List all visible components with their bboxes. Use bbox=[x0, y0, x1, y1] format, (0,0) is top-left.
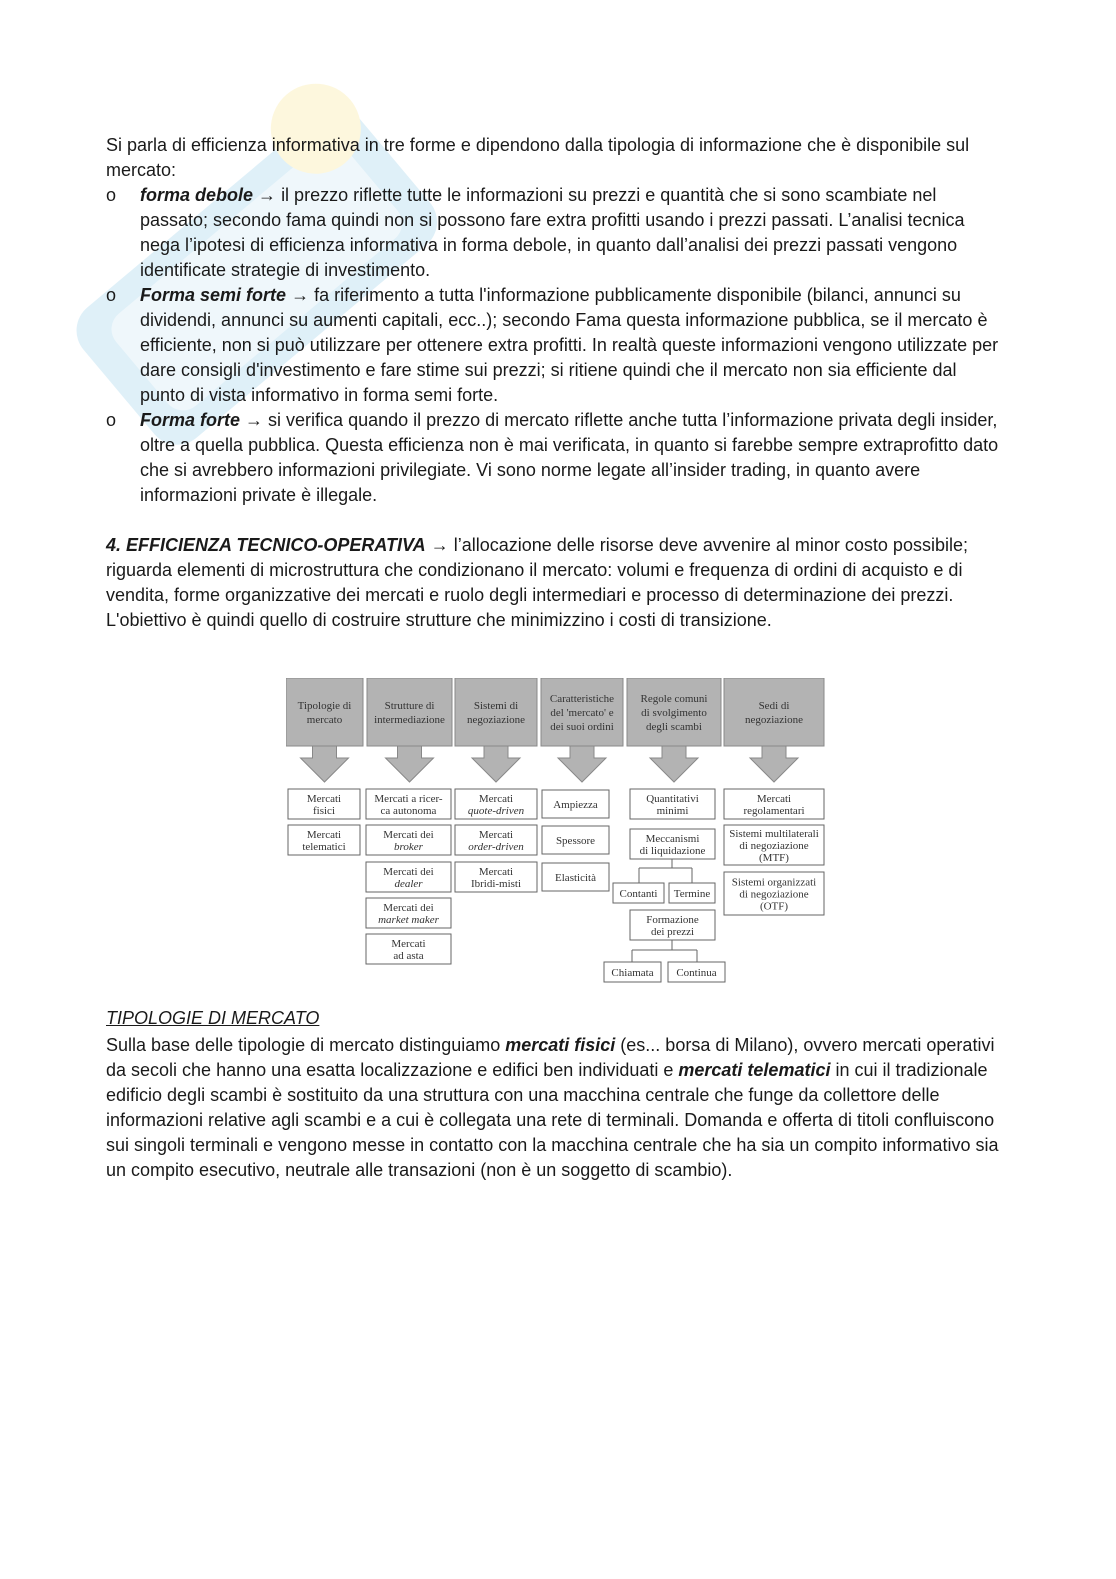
form-term: forma debole bbox=[140, 185, 254, 205]
diagram-header-label: degli scambi bbox=[646, 721, 702, 733]
tipologie-text: Sulla base delle tipologie di mercato distinguiamo bbox=[106, 1035, 506, 1055]
diagram-header-label: di svolgimento bbox=[641, 707, 707, 719]
diagram-header-label: Strutture di bbox=[384, 700, 435, 712]
diagram-box-label: Mercati bbox=[756, 793, 792, 805]
diagram-box-label: Chiamata bbox=[611, 967, 654, 979]
diagram-box-label: quote-driven bbox=[467, 805, 525, 817]
diagram-box-label: Spessore bbox=[555, 835, 596, 847]
diagram-box-label: Mercati bbox=[306, 829, 342, 841]
intro-paragraph: Si parla di efficienza informativa in tre forme e dipendono dalla tipologia di informazione che è disponibile sul mercato: bbox=[106, 135, 970, 180]
term-mercati-telematici: mercati telematici bbox=[678, 1060, 831, 1080]
section4-text: l’allocazione delle risorse deve avvenire al minor costo possibile; riguarda elementi di microstruttura che condizionano il mercato: volumi e frequenza di ordini di acquisto e di vendita, forme organizzative dei mercati e ruolo degli intermediari e processo di determinazione dei prezzi. L'obiettivo è quindi quello di costruire strutture che minimizzino i costi di transizione. bbox=[106, 535, 968, 630]
diagram-box-label: Mercati dei bbox=[383, 866, 434, 878]
diagram-header bbox=[286, 678, 363, 746]
down-arrow-icon bbox=[301, 746, 349, 782]
down-arrow-icon bbox=[750, 746, 798, 782]
diagram-box-label: fisici bbox=[313, 805, 335, 817]
diagram-header-label: Regole comuni bbox=[640, 693, 708, 705]
diagram-header bbox=[455, 678, 537, 746]
tipologie-text: (es... borsa di Milano), ovvero mercati operativi da secoli che hanno una esatta localizzazione e edifici ben individuati e bbox=[106, 1035, 995, 1080]
diagram-box-label: (MTF) bbox=[759, 852, 789, 864]
diagram-header bbox=[367, 678, 452, 746]
tipologie-text: in cui il tradizionale edificio degli scambi è sostituito da una struttura con una macchina centrale che funge da collettore delle informazioni relative agli scambi e a cui è collegata una rete di terminali. Domanda e offerta di titoli confluiscono sui singoli terminali e vengono messe in contatto con la macchina centrale che ha sia un compito informativo sia un compito esecutivo, neutrale alle transazioni (non è un soggetto di scambio). bbox=[106, 1060, 999, 1180]
diagram-box-label: Mercati dei bbox=[383, 829, 434, 841]
diagram-box-label: telematici bbox=[302, 841, 346, 853]
diagram-box-label: Mercati a ricer- bbox=[374, 793, 443, 805]
diagram-box-label: di negoziazione bbox=[739, 888, 809, 901]
diagram-box-label: Mercati bbox=[391, 938, 426, 950]
list-item bbox=[106, 408, 1006, 508]
diagram-header-label: mercato bbox=[306, 714, 343, 726]
down-arrow-icon bbox=[558, 746, 606, 782]
diagram-svg bbox=[286, 678, 826, 984]
forms-list bbox=[106, 183, 1006, 508]
form-text: fa riferimento a tutta l'informazione pubblicamente disponibile (bilanci, annunci su dividendi, annunci su aumenti capitali, ecc..); secondo Fama questa informazione pubblica, se il mercato è efficiente, non si può utilizzare per ottenere extra profitti. In realtà queste informazioni vengono utilizzate per dare consigli d'investimento e fare stime sui prezzi; si ritiene quindi che il mercato non sia efficiente dal punto di vista informativo in forma semi forte. bbox=[140, 285, 999, 405]
tipologie-title: TIPOLOGIE DI MERCATO bbox=[106, 1008, 320, 1028]
diagram-header-label: Tipologie di bbox=[297, 700, 352, 712]
down-arrow-icon bbox=[650, 746, 698, 782]
diagram-box-label: Mercati bbox=[306, 793, 342, 805]
diagram-box-label: Mercati bbox=[478, 793, 514, 805]
diagram-header-label: Caratteristiche bbox=[549, 693, 615, 705]
diagram-box-label: minimi bbox=[656, 805, 689, 817]
diagram-box-label: broker bbox=[394, 841, 423, 853]
diagram-box-label: Mercati bbox=[478, 866, 514, 878]
diagram-header-label: del 'mercato' e bbox=[550, 707, 614, 719]
diagram-box-label: Ibridi-misti bbox=[470, 878, 522, 890]
diagram-box-label: ad asta bbox=[393, 950, 424, 962]
diagram-box-label: Continua bbox=[676, 967, 717, 979]
bullet-icon: o bbox=[106, 285, 117, 305]
diagram-box-label: Elasticità bbox=[555, 872, 596, 884]
diagram-box-label: dealer bbox=[394, 878, 423, 890]
down-arrow-icon bbox=[386, 746, 434, 782]
diagram-box-label: Contanti bbox=[619, 888, 658, 900]
list-item bbox=[106, 183, 1006, 283]
main-content bbox=[106, 133, 1006, 633]
diagram-box-label: di liquidazione bbox=[639, 845, 706, 857]
diagram-header-label: negoziazione bbox=[744, 714, 804, 726]
diagram-header-label: negoziazione bbox=[466, 714, 526, 726]
diagram-box-label: (OTF) bbox=[759, 900, 789, 913]
arrow-icon: → bbox=[430, 535, 449, 555]
diagram-header-label: dei suoi ordini bbox=[550, 721, 614, 733]
down-arrow-icon bbox=[472, 746, 520, 782]
arrow-icon: → bbox=[291, 285, 310, 305]
form-term: Forma forte bbox=[140, 410, 241, 430]
section4-title: 4. EFFICIENZA TECNICO-OPERATIVA bbox=[106, 535, 426, 555]
bullet-icon: o bbox=[106, 185, 117, 205]
market-structure-diagram bbox=[286, 678, 826, 984]
diagram-box-label: Ampiezza bbox=[553, 799, 598, 811]
diagram-box-label: Termine bbox=[673, 888, 711, 900]
term-mercati-fisici: mercati fisici bbox=[505, 1035, 616, 1055]
diagram-header-label: intermediazione bbox=[374, 714, 445, 726]
diagram-box-label: Quantitativi bbox=[646, 793, 699, 805]
diagram-box-label: di negoziazione bbox=[739, 840, 809, 852]
bullet-icon: o bbox=[106, 410, 117, 430]
diagram-box-label: dei prezzi bbox=[650, 926, 695, 938]
diagram-box-label: Formazione bbox=[646, 914, 699, 926]
diagram-box-label: Sistemi multilaterali bbox=[729, 828, 819, 840]
form-text: il prezzo riflette tutte le informazioni su prezzi e quantità che si sono scambiate nel passato; secondo fama quindi non si possono fare extra profitti usando i prezzi passati. L’analisi tecnica nega l’ipotesi di efficienza informativa in forma debole, in quanto dall’analisi dei prezzi passati vengono identificate strategie di investimento. bbox=[140, 185, 965, 280]
diagram-box-label: ca autonoma bbox=[380, 805, 437, 817]
diagram-box-label: order-driven bbox=[468, 841, 524, 853]
diagram-header-label: Sedi di bbox=[758, 700, 790, 712]
arrow-icon: → bbox=[245, 410, 264, 430]
diagram-box-label: Sistemi organizzati bbox=[731, 876, 817, 889]
form-text: si verifica quando il prezzo di mercato riflette anche tutta l’informazione privata degli insider, oltre a quella pubblica. Questa efficienza non è mai verificata, in quanto si farebbe sempre extraprofitto dato che si avrebbero informazioni privilegiate. Vi sono norme legate all’insider trading, in quanto avere informazioni private è illegale. bbox=[140, 410, 999, 505]
diagram-box-label: Mercati dei bbox=[383, 902, 434, 914]
diagram-box-label: Meccanismi bbox=[645, 833, 700, 845]
section4-paragraph bbox=[106, 533, 1006, 633]
arrow-icon: → bbox=[258, 185, 277, 205]
diagram-header bbox=[724, 678, 824, 746]
diagram-box-label: regolamentari bbox=[743, 805, 805, 817]
diagram-header-label: Sistemi di bbox=[473, 700, 519, 712]
diagram-box-label: market maker bbox=[378, 914, 439, 926]
diagram-box-label: Mercati bbox=[478, 829, 514, 841]
tipologie-paragraph bbox=[106, 1033, 1016, 1183]
list-item bbox=[106, 283, 1006, 408]
form-term: Forma semi forte bbox=[140, 285, 287, 305]
